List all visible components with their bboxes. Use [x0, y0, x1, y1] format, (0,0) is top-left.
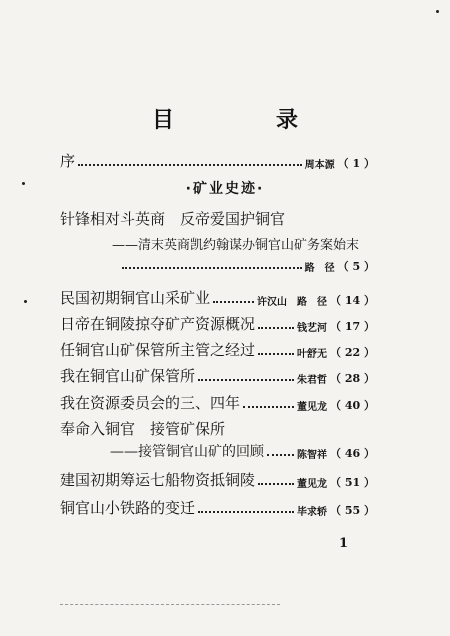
scan-speck [436, 10, 439, 13]
entry-author: 朱君哲 [297, 375, 328, 386]
toc-entry [60, 365, 375, 386]
entry-author: 陈智祥 [297, 450, 328, 461]
toc-entry [60, 313, 375, 334]
entry-title: 日帝在铜陵掠夺矿产资源概况 [60, 315, 256, 333]
leader-dots [78, 163, 302, 166]
entry-author: 董见龙 [297, 479, 328, 490]
page-number: 1 [339, 536, 349, 551]
leader-dots [258, 482, 294, 485]
leader-dots [258, 352, 294, 355]
toc-entry [60, 208, 375, 229]
toc-entry-continuation [122, 258, 375, 274]
entry-page: （ 28 ） [330, 372, 375, 385]
entry-title: 针锋相对斗英商 反帝爱国护铜官 [60, 210, 286, 228]
toc-entry [60, 339, 375, 360]
toc-entry [60, 497, 375, 518]
page-title: 目 录 [151, 108, 338, 133]
toc-entry [60, 418, 375, 439]
entry-author: 钱艺河 [297, 323, 328, 334]
entry-page: （ 51 ） [330, 476, 375, 489]
entry-page: （ 1 ） [337, 157, 375, 170]
entry-page: （ 40 ） [330, 399, 375, 412]
entry-author: 许汉山 路 径 [257, 297, 328, 308]
entry-title: 奉命入铜官 接管矿保所 [60, 420, 226, 438]
entry-title: 建国初期筹运七船物资抵铜陵 [60, 471, 256, 489]
entry-author: 叶舒无 [297, 349, 328, 360]
entry-author: 路 径 [304, 263, 335, 274]
toc-entry [60, 287, 375, 308]
entry-page: （ 22 ） [330, 346, 375, 359]
scan-speck [24, 300, 27, 303]
entry-title: 铜官山小铁路的变迁 [60, 499, 196, 517]
entry-title: 序 [60, 152, 76, 170]
footer-rule [60, 604, 280, 605]
leader-dots [122, 266, 302, 269]
leader-dots [213, 300, 254, 303]
leader-dots [198, 378, 294, 381]
toc-entry-preface [60, 150, 375, 171]
entry-page: （ 55 ） [330, 504, 375, 517]
leader-dots [243, 405, 294, 408]
entry-subtitle: ——接管铜官山矿的回顾 [110, 444, 264, 460]
leader-dots [267, 453, 294, 456]
entry-page: （ 5 ） [337, 260, 375, 273]
entry-author: 毕求轿 [297, 507, 328, 518]
leader-dots [258, 326, 294, 329]
scan-speck [22, 182, 25, 185]
leader-dots [198, 510, 294, 513]
entry-author: 周本源 [304, 160, 335, 171]
entry-page: （ 17 ） [330, 320, 375, 333]
toc-entry [60, 392, 375, 413]
toc-entry [60, 469, 375, 490]
entry-author: 董见龙 [297, 402, 328, 413]
entry-title: 我在铜官山矿保管所 [60, 367, 196, 385]
entry-page: （ 14 ） [330, 294, 375, 307]
entry-title: 任铜官山矿保管所主管之经过 [60, 341, 256, 359]
toc-entry-continuation [110, 441, 375, 461]
section-heading: ·矿业史迹· [185, 181, 265, 197]
entry-page: （ 46 ） [330, 447, 375, 460]
entry-subtitle: ——清末英商凯约翰谋办铜官山矿务案始末 [112, 238, 360, 253]
entry-title: 民国初期铜官山采矿业 [60, 289, 211, 307]
entry-title: 我在资源委员会的三、四年 [60, 394, 241, 412]
